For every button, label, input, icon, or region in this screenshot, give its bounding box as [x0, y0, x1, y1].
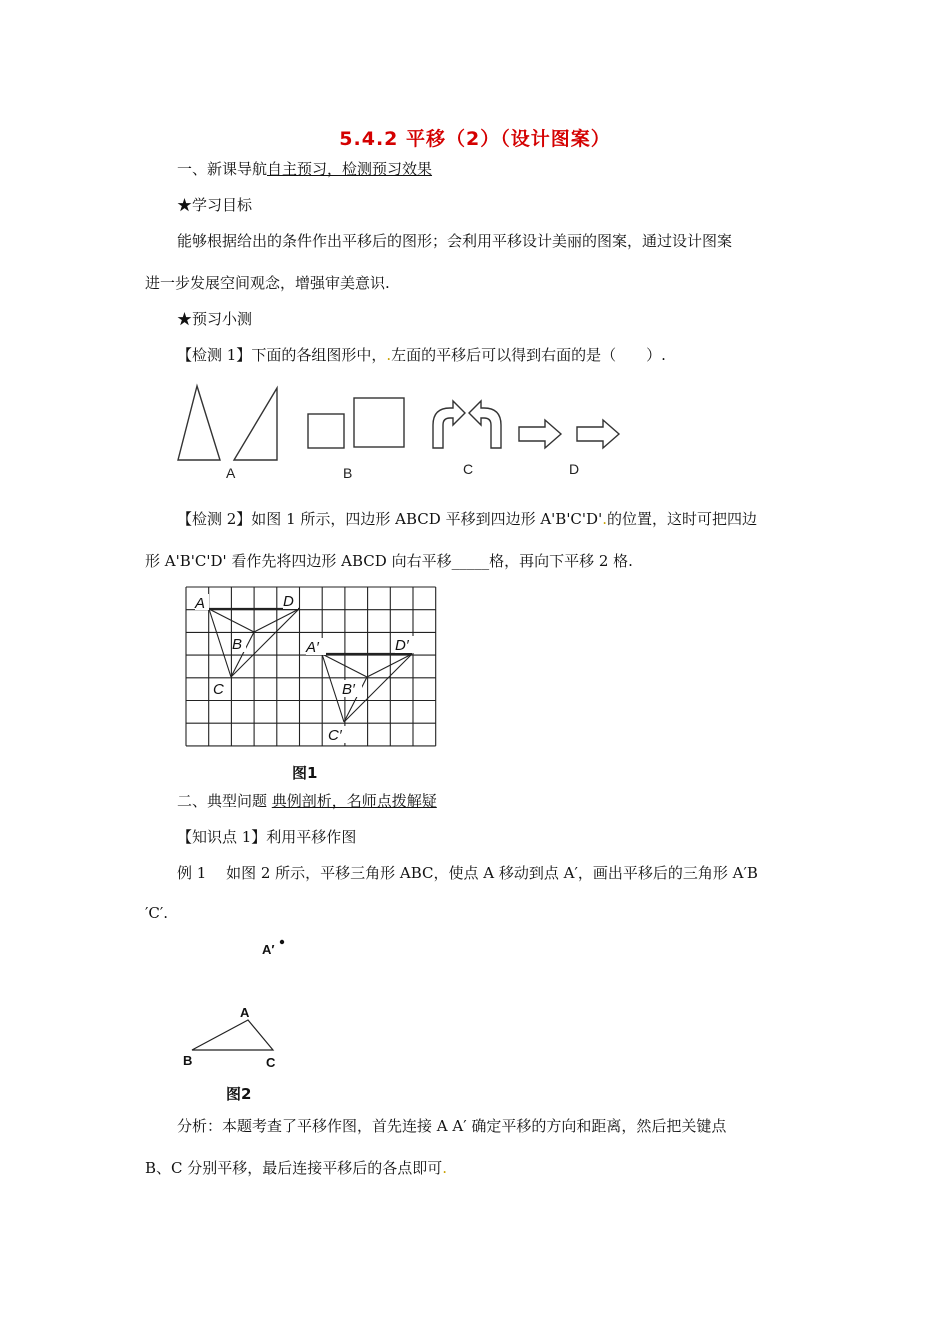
option-b-square-small [308, 414, 344, 448]
vertex-b-label: B [232, 636, 243, 653]
q1-tag: 【检测 1】 [177, 346, 252, 364]
vertex-a-label: A [195, 595, 206, 612]
figure-2 [176, 930, 316, 1075]
question-1 [177, 344, 666, 365]
vertex-c-prime-label: C′ [328, 727, 342, 744]
knowledge-point-1: 【知识点 1】利用平移作图 [177, 828, 357, 846]
edge-ac [209, 609, 231, 677]
section-heading-2 [177, 790, 437, 811]
option-d-arrow-left [519, 420, 561, 448]
analysis-line-2 [145, 1157, 447, 1178]
point-a-prime-dot [280, 940, 284, 944]
option-b-label: B [343, 465, 353, 481]
analysis-line-1: 分析：本题考查了平移作图，首先连接 A A′ 确定平移的方向和距离，然后把关键点 [177, 1117, 727, 1135]
analysis-dot: . [442, 1159, 448, 1177]
option-c-label: C [463, 461, 474, 477]
q1-figure [170, 380, 630, 485]
section-subtitle: 典例剖析，名师点拨解疑 [271, 792, 437, 810]
section-subtitle: 自主预习，检测预习效果 [267, 160, 433, 178]
point-a-prime-label: A′ [262, 942, 275, 957]
preview-heading: ★预习小测 [177, 310, 253, 328]
analysis-text: B、C 分别平移，最后连接平移后的各点即可 [145, 1159, 443, 1177]
q2-line1-b: 的位置，这时可把四边 [606, 510, 757, 528]
option-d-label: D [569, 461, 580, 477]
q1-dot: . [386, 346, 392, 364]
figure-1-caption: 图1 [292, 764, 318, 782]
edge-a2c2 [322, 654, 344, 722]
option-c-arrow-left [433, 401, 465, 448]
goals-line-1: 能够根据给出的条件作出平移后的图形；会利用平移设计美丽的图案，通过设计图案 [177, 232, 733, 250]
goals-heading: ★学习目标 [177, 196, 253, 214]
option-c-arrow-right [469, 401, 501, 448]
section-prefix: 一、新课导航 [177, 160, 268, 178]
example-1-line-2: ′C′. [145, 904, 169, 922]
option-a-triangle-right [234, 388, 277, 460]
question-2-line-2: 形 A'B'C'D' 看作先将四边形 ABCD 向右平移_____格，再向下平移 2 格. [145, 552, 633, 570]
point-c-label: C [266, 1055, 276, 1070]
option-a-triangle-left [178, 386, 220, 460]
vertex-a-prime-label: A′ [306, 639, 319, 656]
option-a-label: A [226, 465, 236, 481]
point-a-label: A [240, 1005, 250, 1020]
q2-dot: . [602, 510, 607, 528]
question-2-line-1 [177, 508, 757, 529]
vertex-d-prime-label: D′ [395, 637, 409, 654]
point-b-label: B [183, 1053, 193, 1068]
figure-2-caption: 图2 [226, 1085, 252, 1103]
grid-lines [186, 587, 436, 746]
page-title: 5.4.2 平移（2）（设计图案） [339, 128, 611, 150]
goals-line-2: 进一步发展空间观念，增强审美意识. [145, 274, 390, 292]
q1-text-b: 左面的平移后可以得到右面的是（ ）. [391, 346, 666, 364]
triangle-abc [192, 1020, 273, 1050]
figure-1-grid [180, 583, 445, 783]
vertex-c-label: C [213, 681, 224, 698]
vertex-b-prime-label: B′ [342, 681, 355, 698]
q2-line1-a: 【检测 2】如图 1 所示，四边形 ABCD 平移到四边形 A'B'C'D' [177, 510, 603, 528]
section-heading-1 [177, 158, 432, 179]
section-prefix: 二、典型问题 [177, 792, 272, 810]
q1-text-a: 下面的各组图形中， [251, 346, 387, 364]
example-1-line-1: 例 1 如图 2 所示，平移三角形 ABC，使点 A 移动到点 A′，画出平移后的三角形 A′B [177, 864, 758, 882]
vertex-d-label: D [283, 593, 294, 610]
option-b-square-large [354, 398, 404, 447]
option-d-arrow-right [577, 420, 619, 448]
edge-b2d2 [367, 654, 412, 677]
